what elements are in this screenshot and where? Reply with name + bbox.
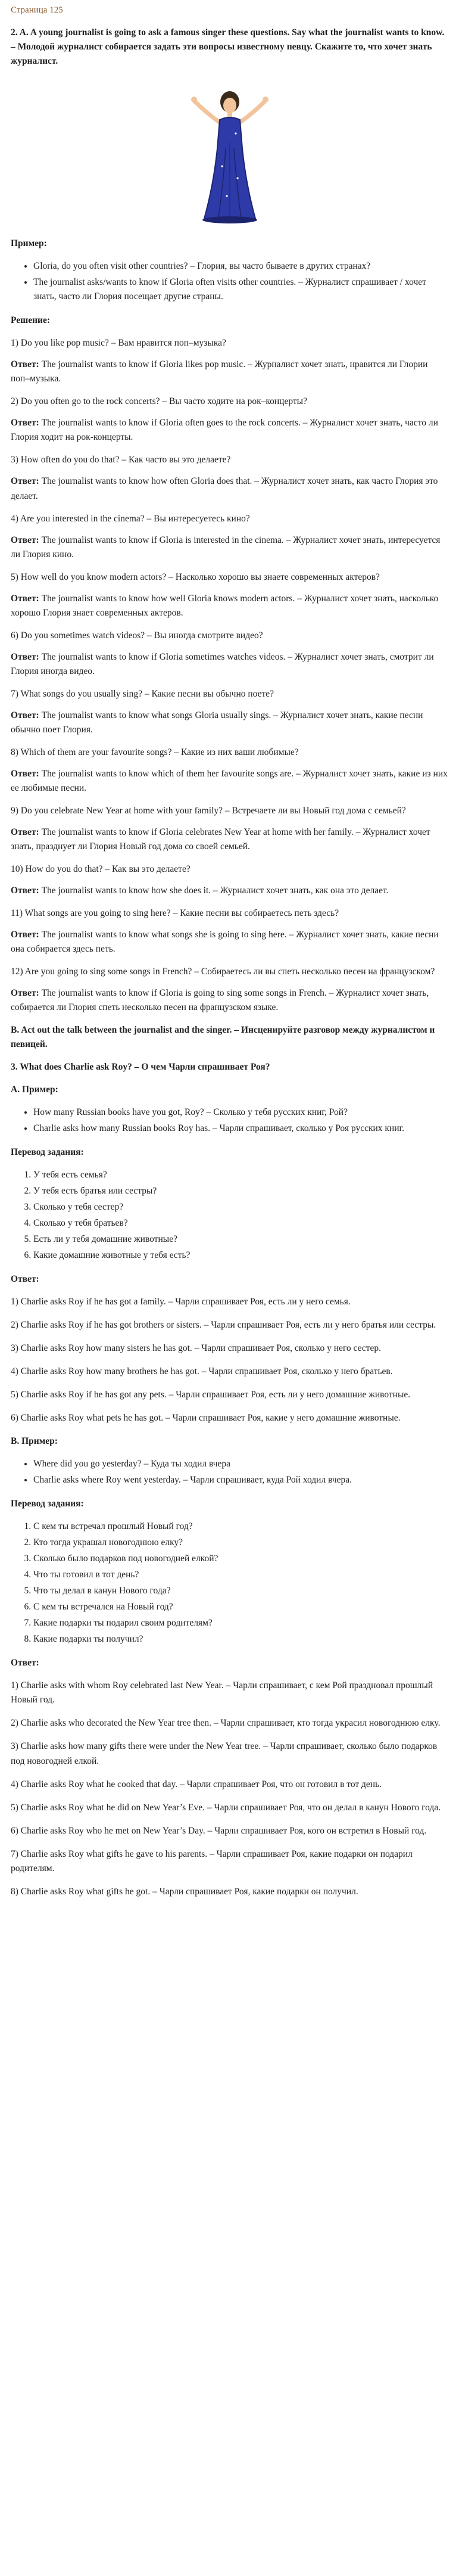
answer-line: 1) Charlie asks Roy if he has got a family. – Чарли спрашивает Роя, есть ли у него семья.: [11, 1297, 351, 1307]
answer: [11, 416, 448, 445]
answer-label: Ответ:: [11, 929, 39, 940]
answer-label: Ответ:: [11, 651, 39, 662]
answer-text: The journalist wants to know how well Gloria knows modern actors. – Журналист хочет знать, насколько хорошо Глория знает современных актеров.: [11, 593, 439, 618]
answer-label: Ответ:: [11, 768, 39, 779]
section-a-label: А. Пример:: [11, 1084, 58, 1095]
solution-label: Решение:: [11, 315, 51, 326]
qa-item: [11, 745, 448, 796]
list-item: 3. Сколько было подарков под новогодней елкой?: [33, 1552, 448, 1566]
list-item: 3. Сколько у тебя сестер?: [33, 1200, 448, 1214]
answer-line: 4) Charlie asks Roy how many brothers he has got. – Чарли спрашивает Роя, сколько у него братьев.: [11, 1366, 393, 1377]
task3-heading: 3. What does Charlie ask Roy? – О чем Чарли спрашивает Роя?: [11, 1061, 270, 1072]
qa-item: [11, 687, 448, 737]
answer-label: Ответ:: [11, 359, 39, 370]
answer-text: The journalist wants to know if Gloria likes pop music. – Журналист хочет знать, нравится ли Глории поп–музыка.: [11, 359, 428, 384]
qa-item: [11, 394, 448, 445]
answer-label: Ответ:: [11, 987, 39, 998]
question: 8) Which of them are your favourite songs? – Какие из них ваши любимые?: [11, 747, 299, 757]
qa-item: [11, 965, 448, 1015]
qa-item: [11, 512, 448, 562]
list-item: 4. Сколько у тебя братьев?: [33, 1216, 448, 1230]
answer: [11, 709, 448, 737]
list-item: 2. Кто тогда украшал новогоднюю елку?: [33, 1536, 448, 1550]
list-item: 4. Что ты готовил в тот день?: [33, 1568, 448, 1582]
singer-illustration-icon: [179, 77, 280, 226]
answer-label: Ответ:: [11, 535, 39, 545]
answer-text: The journalist wants to know how often Gloria does that. – Журналист хочет знать, как часто Глория это делает.: [11, 476, 438, 501]
list-item: • The journalist asks/wants to know if Gloria often visits other countries. – Журналист спрашивает / хочет знать, часто ли Глория посещает другие страны.: [33, 275, 448, 304]
section-b-label: B. Пример:: [11, 1436, 58, 1447]
list-item: 1. У тебя есть семья?: [33, 1168, 448, 1182]
question: 11) What songs are you going to sing here? – Какие песни вы собираетесь петь здесь?: [11, 908, 339, 918]
answer-text: The journalist wants to know what songs Gloria usually sings. – Журналист хочет знать, какие песни обычно поет Глория.: [11, 710, 423, 735]
task2-part-b: B. Act out the talk between the journalist and the singer. – Инсценируйте разговор между журналистом и певицей.: [11, 1024, 435, 1049]
qa-item: [11, 336, 448, 386]
answer: [11, 986, 448, 1015]
qa-item: [11, 906, 448, 956]
answer-line: 5) Charlie asks Roy if he has got any pets. – Чарли спрашивает Роя, есть ли у него домашние животные.: [11, 1390, 411, 1400]
list-item: 7. Какие подарки ты подарил своим родителям?: [33, 1616, 448, 1630]
section-b-answer-label: Ответ:: [11, 1658, 39, 1668]
example-list: [11, 259, 448, 304]
question: 2) Do you often go to the rock concerts? – Вы часто ходите на рок–концерты?: [11, 396, 307, 407]
section-b-example-list: [11, 1457, 448, 1487]
qa-item: [11, 629, 448, 679]
answer-label: Ответ:: [11, 418, 39, 428]
answer-label: Ответ:: [11, 593, 39, 604]
question: 7) What songs do you usually sing? – Какие песни вы обычно поете?: [11, 688, 274, 699]
answer: [11, 767, 448, 796]
answer-line: 7) Charlie asks Roy what gifts he gave to his parents. – Чарли спрашивает Роя, какие подарки он подарил родителям.: [11, 1848, 413, 1873]
list-item: 2. У тебя есть братья или сестры?: [33, 1184, 448, 1198]
answer: [11, 533, 448, 562]
answer-label: Ответ:: [11, 826, 39, 837]
section-a-translation-list: [11, 1168, 448, 1263]
list-item: 6. С кем ты встречался на Новый год?: [33, 1600, 448, 1614]
qa-item: [11, 570, 448, 620]
section-b-translation-label: Перевод задания:: [11, 1499, 84, 1509]
answer: [11, 474, 448, 503]
section-b-translation-list: [11, 1520, 448, 1646]
list-item: 6. Какие домашние животные у тебя есть?: [33, 1248, 448, 1263]
task2-heading: 2. A. A young journalist is going to ask a famous singer these questions. Say what the journalist wants to know. – Молодой журналист собирается задать эти вопросы известному певцу. Скажите то, что хочет знать журналист.: [11, 27, 445, 67]
answer: [11, 358, 448, 386]
answer-line: 2) Charlie asks Roy if he has got brothers or sisters. – Чарли спрашивает Роя, есть ли у него братья или сестры.: [11, 1320, 436, 1331]
section-a-translation-label: Перевод задания:: [11, 1147, 84, 1158]
page-label: Страница 125: [11, 5, 63, 15]
list-item: • Gloria, do you often visit other countries? – Глория, вы часто бываете в других странах?: [33, 259, 448, 274]
answer-text: The journalist wants to know if Gloria is going to sing some songs in French. – Журналист хочет знать, собирается ли Глория спеть несколько песен на французском языке.: [11, 987, 429, 1012]
answer: [11, 592, 448, 620]
answer-label: Ответ:: [11, 476, 39, 487]
list-item: 1. С кем ты встречал прошлый Новый год?: [33, 1520, 448, 1534]
answer: [11, 825, 448, 854]
answer-text: The journalist wants to know what songs she is going to sing here. – Журналист хочет знать, какие песни она собирается здесь петь.: [11, 929, 439, 954]
list-item: 5. Есть ли у тебя домашние животные?: [33, 1232, 448, 1247]
answer-text: The journalist wants to know if Gloria celebrates New Year at home with her family. – Журналист хочет знать, празднует ли Глория Новый год дома со своей семьей.: [11, 826, 430, 852]
section-a-example-list: [11, 1105, 448, 1136]
answer-text: The journalist wants to know if Gloria often goes to the rock concerts. – Журналист хочет знать, часто ли Глория ходит на рок-концерты.: [11, 418, 438, 443]
answer: [11, 928, 448, 956]
answer-line: 3) Charlie asks Roy how many sisters he has got. – Чарли спрашивает Роя, сколько у него сестер.: [11, 1343, 382, 1354]
answer-line: 1) Charlie asks with whom Roy celebrated last New Year. – Чарли спрашивает, с кем Рой праздновал прошлый Новый год.: [11, 1680, 433, 1705]
qa-item: [11, 804, 448, 854]
answer-text: The journalist wants to know how she does it. – Журналист хочет знать, как она это делает.: [39, 885, 389, 896]
example-label: Пример:: [11, 238, 47, 249]
list-item: • How many Russian books have you got, Roy? – Сколько у тебя русских книг, Рой?: [33, 1105, 448, 1120]
question: 9) Do you celebrate New Year at home with your family? – Встречаете ли вы Новый год дома с семьей?: [11, 805, 406, 816]
qa-item: [11, 453, 448, 503]
answer-label: Ответ:: [11, 710, 39, 720]
question: 4) Are you interested in the cinema? – Вы интересуетесь кино?: [11, 513, 250, 524]
answer-text: The journalist wants to know if Gloria is interested in the cinema. – Журналист хочет знать, интересуется ли Глория кино.: [11, 535, 441, 560]
answer-line: 6) Charlie asks Roy what pets he has got. – Чарли спрашивает Роя, какие у него домашние животные.: [11, 1413, 401, 1424]
answer-label: Ответ:: [11, 885, 39, 896]
question: 5) How well do you know modern actors? – Насколько хорошо вы знаете современных актеров?: [11, 571, 380, 582]
list-item: • Charlie asks how many Russian books Roy has. – Чарли спрашивает, сколько у Роя русских книг.: [33, 1121, 448, 1136]
answer-line: 2) Charlie asks who decorated the New Year tree then. – Чарли спрашивает, кто тогда украсил новогоднюю елку.: [11, 1718, 441, 1729]
answer: [11, 884, 448, 898]
qa-item: [11, 862, 448, 898]
answer-line: 4) Charlie asks Roy what he cooked that day. – Чарли спрашивает Роя, что он готовил в тот день.: [11, 1779, 382, 1789]
answer: [11, 650, 448, 679]
answer-line: 8) Charlie asks Roy what gifts he got. – Чарли спрашивает Роя, какие подарки он получил.: [11, 1886, 358, 1897]
question: 12) Are you going to sing some songs in French? – Собираетесь ли вы спеть несколько песен на французском?: [11, 966, 435, 977]
answer-line: 6) Charlie asks Roy who he met on New Year’s Day. – Чарли спрашивает Роя, кого он встретил в Новый год.: [11, 1825, 427, 1836]
answer-text: The journalist wants to know if Gloria sometimes watches videos. – Журналист хочет знать, смотрит ли Глория иногда видео.: [11, 651, 434, 676]
list-item: • Charlie asks where Roy went yesterday. – Чарли спрашивает, куда Рой ходил вчера.: [33, 1473, 448, 1487]
question: 3) How often do you do that? – Как часто вы это делаете?: [11, 455, 231, 465]
list-item: • Where did you go yesterday? – Куда ты ходил вчера: [33, 1457, 448, 1471]
answer-text: The journalist wants to know which of them her favourite songs are. – Журналист хочет знать, какие из них ее любимые песни.: [11, 768, 448, 793]
question: 10) How do you do that? – Как вы это делаете?: [11, 863, 191, 874]
question: 6) Do you sometimes watch videos? – Вы иногда смотрите видео?: [11, 630, 263, 641]
section-a-answer-label: Ответ:: [11, 1274, 39, 1285]
list-item: 5. Что ты делал в канун Нового года?: [33, 1584, 448, 1598]
answer-line: 5) Charlie asks Roy what he did on New Year’s Eve. – Чарли спрашивает Роя, что он делал в канун Нового года.: [11, 1802, 441, 1813]
answer-line: 3) Charlie asks how many gifts there were under the New Year tree. – Чарли спрашивает, сколько было подарков под новогодней елкой.: [11, 1741, 438, 1766]
list-item: 8. Какие подарки ты получил?: [33, 1632, 448, 1646]
question: 1) Do you like pop music? – Вам нравится поп–музыка?: [11, 338, 226, 349]
